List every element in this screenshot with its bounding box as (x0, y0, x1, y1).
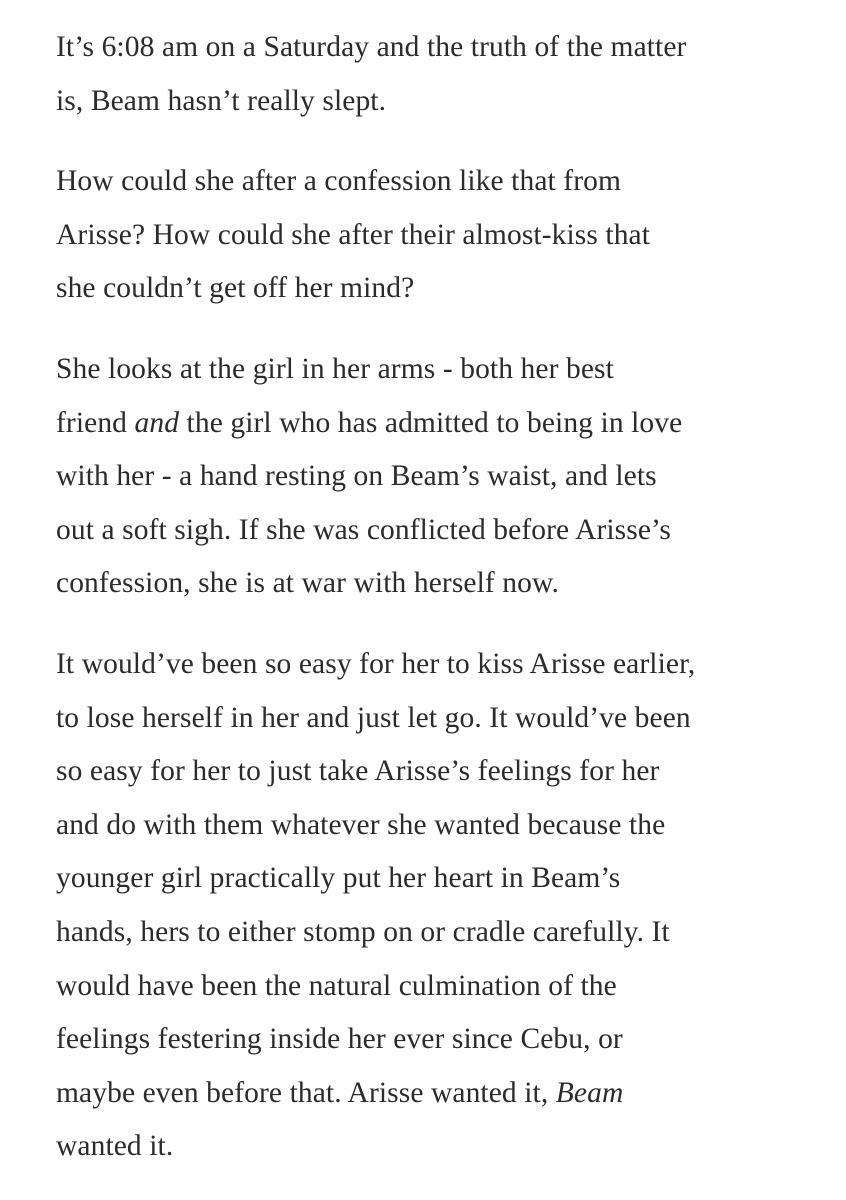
text-line (56, 745, 695, 799)
paragraph-3 (56, 343, 682, 611)
text-line (56, 1120, 695, 1174)
text-segment: confession, she is at war with herself now. (56, 567, 559, 600)
text-segment: out a soft sigh. If she was conflicted before Arisse’s (56, 513, 671, 546)
text-segment: She looks at the girl in her arms - both her best (56, 353, 614, 385)
text-segment: Arisse? How could she after their almost-kiss that (56, 218, 651, 251)
paragraph-2 (56, 155, 650, 316)
text-line (56, 21, 686, 75)
text-segment: younger girl practically put her heart in Beam’s (56, 862, 621, 895)
text-segment: to lose herself in her and just let go. It would’ve been (56, 701, 691, 734)
text-line (56, 343, 682, 397)
text-line (56, 960, 695, 1014)
text-segment: with her - a hand resting on Beam’s waist, and lets (56, 460, 657, 493)
text-line (56, 75, 686, 129)
text-line (56, 1013, 695, 1067)
text-line (56, 692, 695, 746)
text-segment: It would’ve been so easy for her to kiss Arisse earlier, (56, 648, 696, 680)
emphasized-text: and (134, 406, 180, 439)
text-segment: and do with them whatever she wanted because the (56, 808, 666, 841)
text-line (56, 155, 650, 209)
text-segment: the girl who has admitted to being in love (179, 406, 683, 439)
text-line (56, 450, 682, 504)
text-line (56, 262, 650, 316)
text-segment: would have been the natural culmination of the (56, 969, 617, 1002)
text-segment: so easy for her to just take Arisse’s feelings for her (56, 755, 660, 788)
text-segment: is, Beam hasn’t really slept. (56, 84, 387, 117)
text-line (56, 906, 695, 960)
text-segment: maybe even before that. Arisse wanted it, (56, 1076, 556, 1109)
text-segment: feelings festering inside her ever since Cebu, or (56, 1023, 623, 1056)
text-segment: How could she after a confession like that from (56, 165, 622, 197)
paragraph-4 (56, 638, 695, 1174)
text-line (56, 852, 695, 906)
text-line (56, 1067, 695, 1121)
emphasized-text: Beam (555, 1076, 624, 1109)
text-line (56, 557, 682, 611)
text-segment: wanted it. (56, 1130, 174, 1163)
text-line (56, 799, 695, 853)
text-segment: hands, hers to either stomp on or cradle carefully. It (56, 915, 670, 948)
text-segment: friend (56, 406, 135, 439)
text-segment: she couldn’t get off her mind? (56, 272, 415, 305)
paragraph-1 (56, 21, 686, 128)
text-line (56, 638, 695, 692)
text-line (56, 504, 682, 558)
text-line (56, 397, 682, 451)
text-segment: It’s 6:08 am on a Saturday and the truth of the matter (56, 31, 687, 63)
text-line (56, 209, 650, 263)
